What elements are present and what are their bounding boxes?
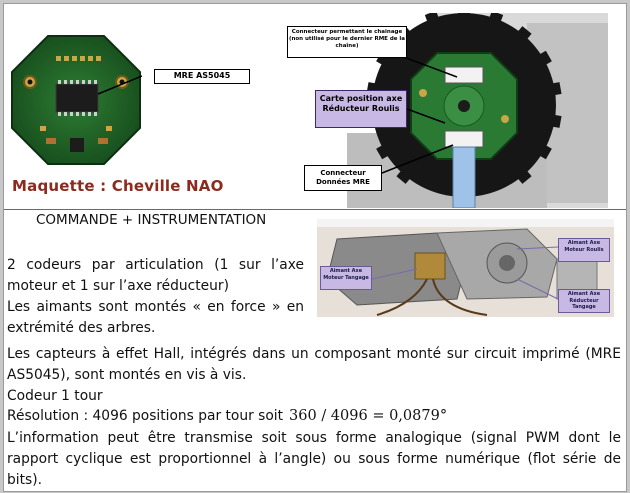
section-divider — [4, 209, 626, 210]
data-connector-label: Connecteur Données MRE — [304, 165, 382, 191]
card-position-label: Carte position axe Réducteur Roulis — [315, 90, 407, 128]
mre-board-photo — [10, 34, 142, 166]
reducer-pitch-magnet-label: Aimant Axe Réducteur Tangage — [558, 289, 610, 313]
chain-connector-label: Connecteur permettant le chainage (non utilisé pour le dernier RME de la chaîne) — [287, 26, 407, 58]
motor-pitch-magnet-label: Aimant Axe Moteur Tangage — [320, 266, 372, 290]
photo-caption: Maquette : Cheville NAO — [12, 177, 224, 195]
motor-roll-magnet-label: Aimant Axe Moteur Roulis — [558, 238, 610, 262]
magnets-paragraph: Les aimants sont montés « en force » en extrémité des arbres. — [7, 299, 304, 336]
encoders-paragraph: 2 codeurs par articulation (1 sur l’axe moteur et 1 sur l’axe réducteur) — [7, 257, 304, 294]
slide-page — [3, 3, 627, 492]
top-section — [4, 4, 626, 209]
hall-sensors-paragraph: Les capteurs à effet Hall, intégrés dans un composant monté sur circuit imprimé (MRE AS5045), sont montés en vis à vis. — [7, 346, 621, 383]
resolution-formula: 360 / 4096 = 0,0879° — [289, 408, 448, 424]
encoder-turn-line: Codeur 1 tour — [7, 388, 103, 404]
transmission-paragraph: L’information peut être transmise soit sous forme analogique (signal PWM dont le rapport cyclique est proportionnel à l’angle) ou sous forme numérique (flot série de bits). — [7, 430, 621, 488]
resolution-text: Résolution : 4096 positions par tour soit — [7, 408, 284, 424]
section-heading: COMMANDE + INSTRUMENTATION — [36, 212, 267, 228]
mre-chip-label: MRE AS5045 — [154, 69, 250, 84]
resolution-line — [7, 406, 621, 427]
